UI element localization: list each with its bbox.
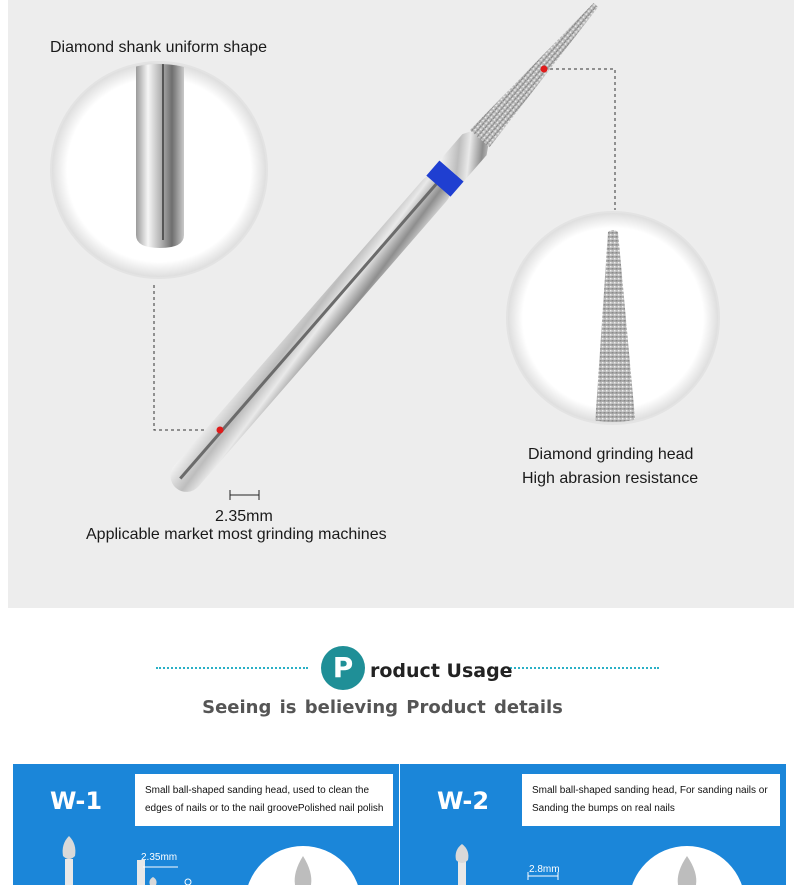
card-desc-line2: Sanding the bumps on real nails	[532, 803, 675, 814]
shank-marker-dot	[217, 427, 224, 434]
card-illustration	[400, 764, 786, 885]
head-zoom-circle	[507, 212, 719, 440]
divider-left	[156, 667, 308, 669]
head-marker-dot	[541, 66, 548, 73]
card-desc-line1: Small ball-shaped sanding head, used to clean the	[145, 785, 370, 796]
head-label-line1: Diamond grinding head	[528, 446, 694, 463]
head-label-line2: High abrasion resistance	[522, 470, 699, 487]
divider-right	[507, 667, 659, 669]
market-label: Applicable market most grinding machines	[86, 526, 387, 543]
shank-label: Diamond shank uniform shape	[50, 39, 268, 56]
product-panel	[8, 0, 794, 608]
card-illustration	[13, 764, 399, 885]
card-desc-line2: edges of nails or to the nail groovePolished nail polish	[145, 803, 384, 814]
shank-zoom-circle	[51, 50, 267, 278]
drill-bit-illustration	[8, 0, 794, 608]
card-desc-line1: Small ball-shaped sanding head, For sanding nails or	[532, 785, 768, 796]
card-size-label: 2.35mm	[141, 852, 178, 863]
product-card-w1	[13, 764, 399, 885]
usage-subtitle: Seeing is believing Product details	[202, 697, 563, 718]
card-code: W-1	[17, 776, 135, 826]
product-card-w2	[400, 764, 786, 885]
p-badge: P	[321, 646, 365, 690]
size-label: 2.35mm	[215, 508, 273, 525]
usage-title: roduct Usage	[370, 660, 513, 682]
card-size-label: 2.8mm	[529, 864, 560, 875]
card-code: W-2	[404, 776, 522, 826]
